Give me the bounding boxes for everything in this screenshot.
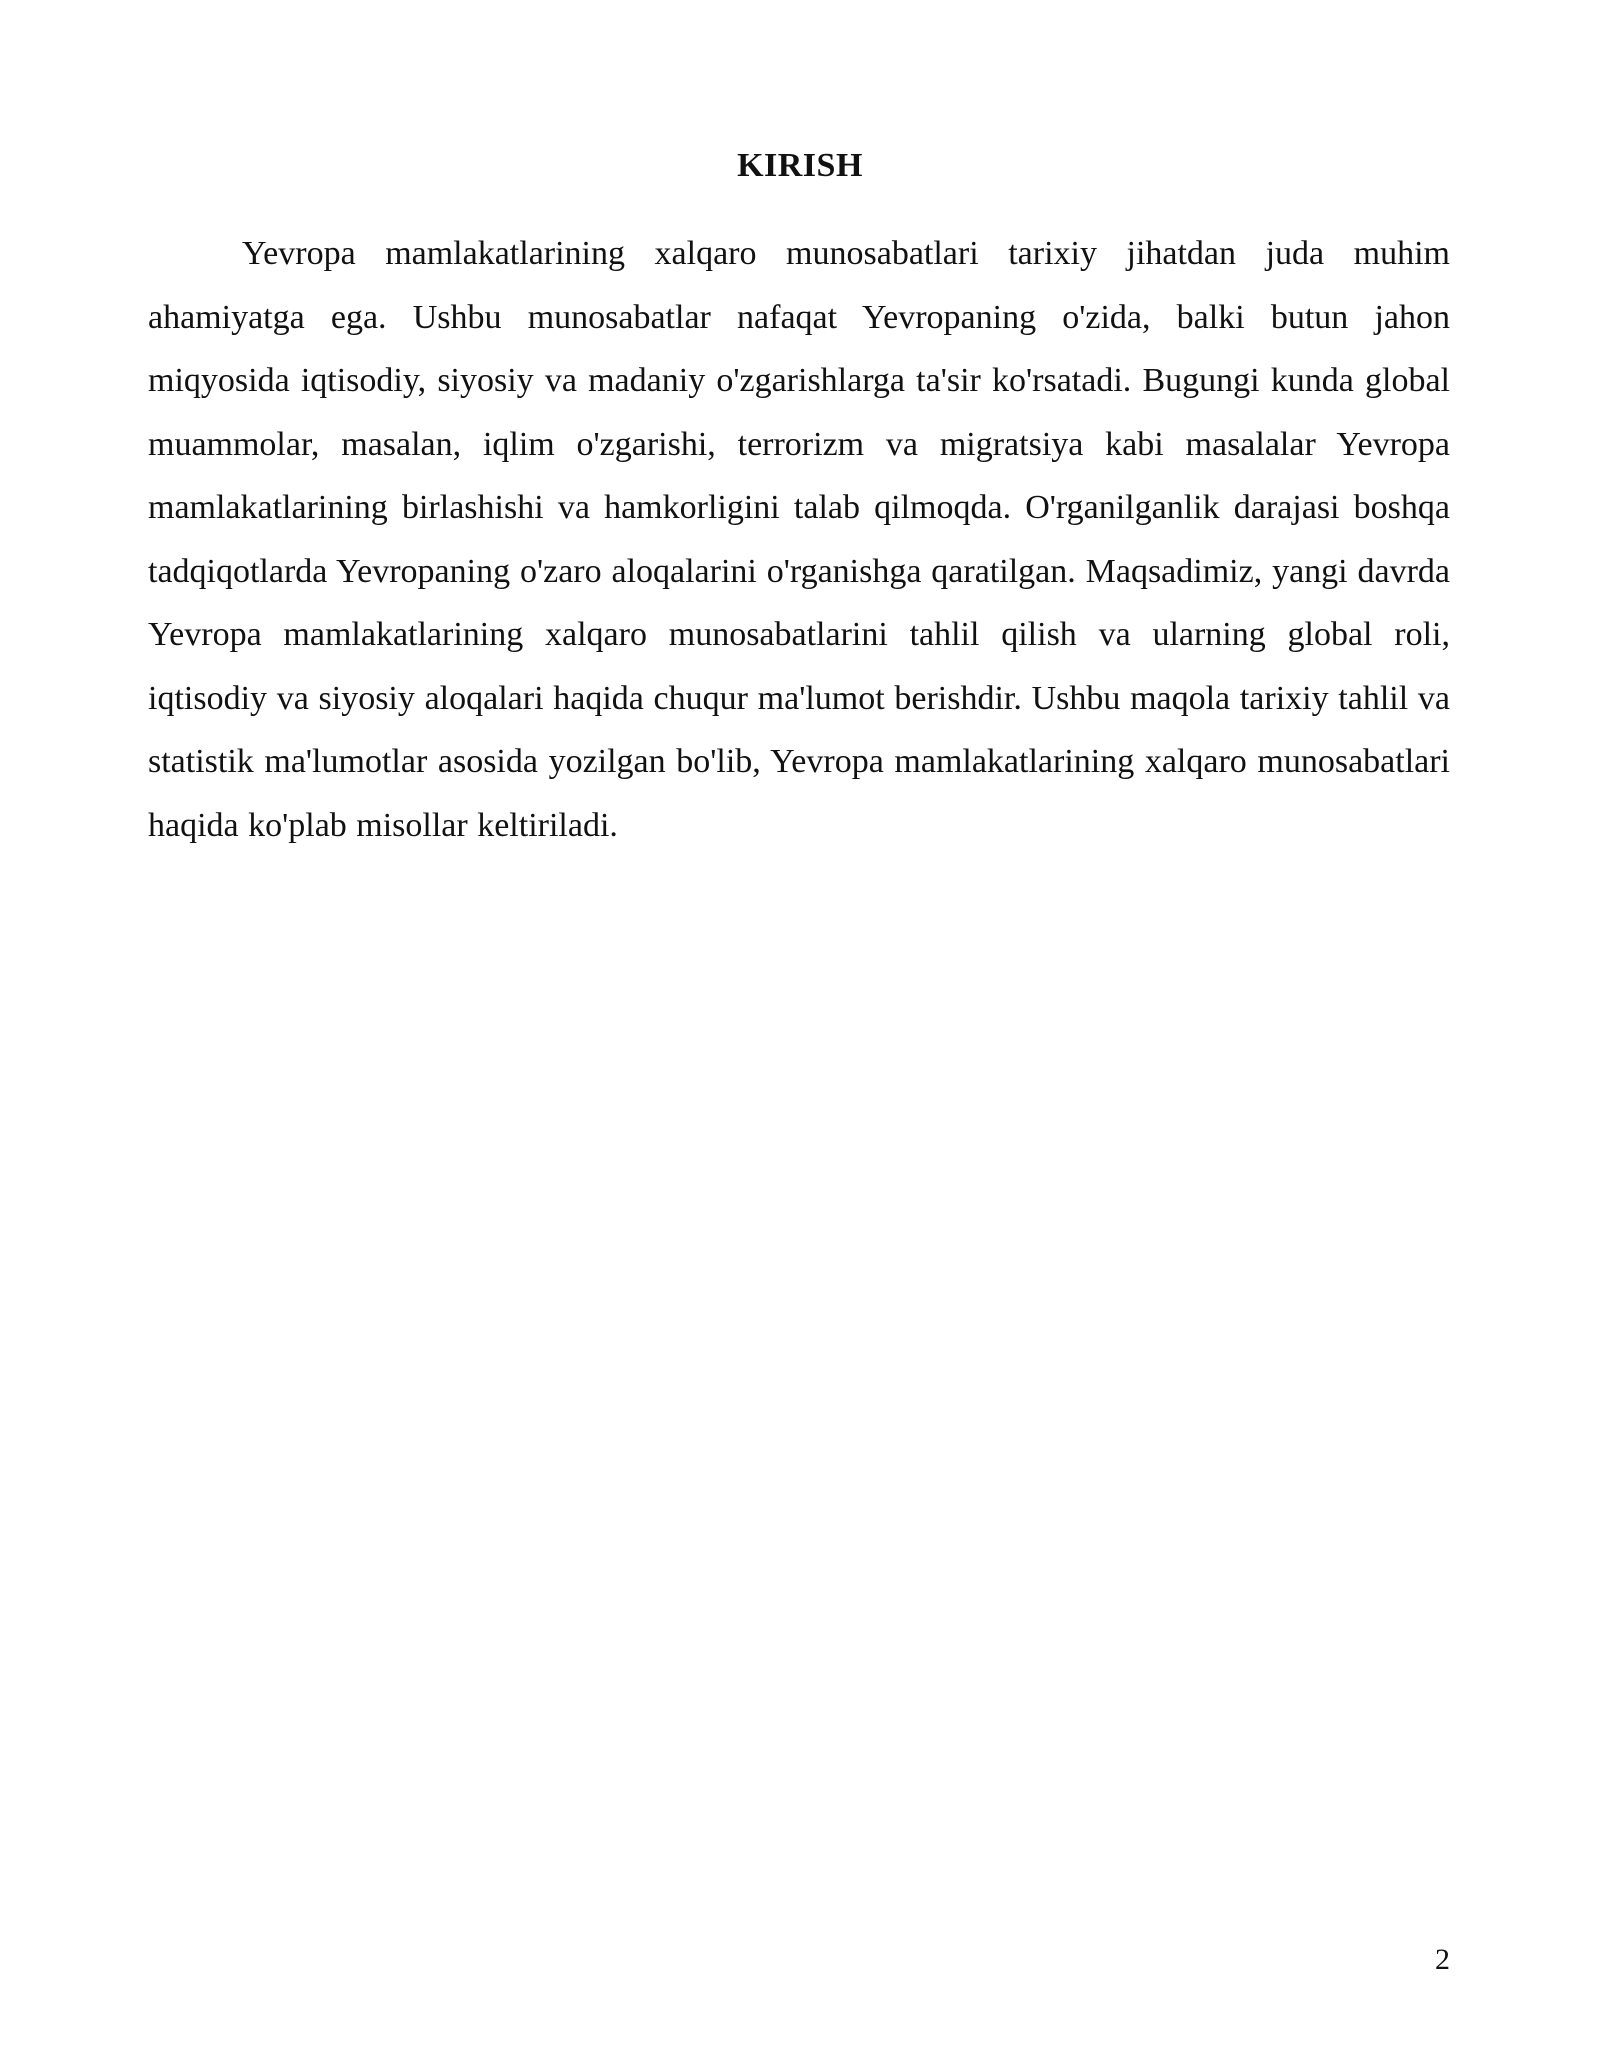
- section-heading: KIRISH: [737, 147, 863, 184]
- body-paragraph: Yevropa mamlakatlarining xalqaro munosabatlari tarixiy jihatdan juda muhim ahamiyatga ega. Ushbu munosabatlar nafaqat Yevropaning o'zida, balki butun jahon miqyosida iqtisodiy, siyosiy va madaniy o'zgarishlarga ta'sir ko'rsatadi. Bugungi kunda global muammolar, masalan, iqlim o'zgarishi, terrorizm va migratsiya kabi masalalar Yevropa mamlakatlarining birlashishi va hamkorligini talab qilmoqda. O'rganilganlik darajasi boshqa tadqiqotlarda Yevropaning o'zaro aloqalarini o'rganishga qaratilgan. Maqsadimiz, yangi davrda Yevropa mamlakatlarining xalqaro munosabatlarini tahlil qilish va ularning global roli, iqtisodiy va siyosiy aloqalari haqida chuqur ma'lumot berishdir. Ushbu maqola tarixiy tahlil va statistik ma'lumotlar asosida yozilgan bo'lib, Yevropa mamlakatlarining xalqaro munosabatlari haqida ko'plab misollar keltiriladi.: [148, 235, 1450, 844]
- page-number: 2: [1435, 1943, 1450, 1976]
